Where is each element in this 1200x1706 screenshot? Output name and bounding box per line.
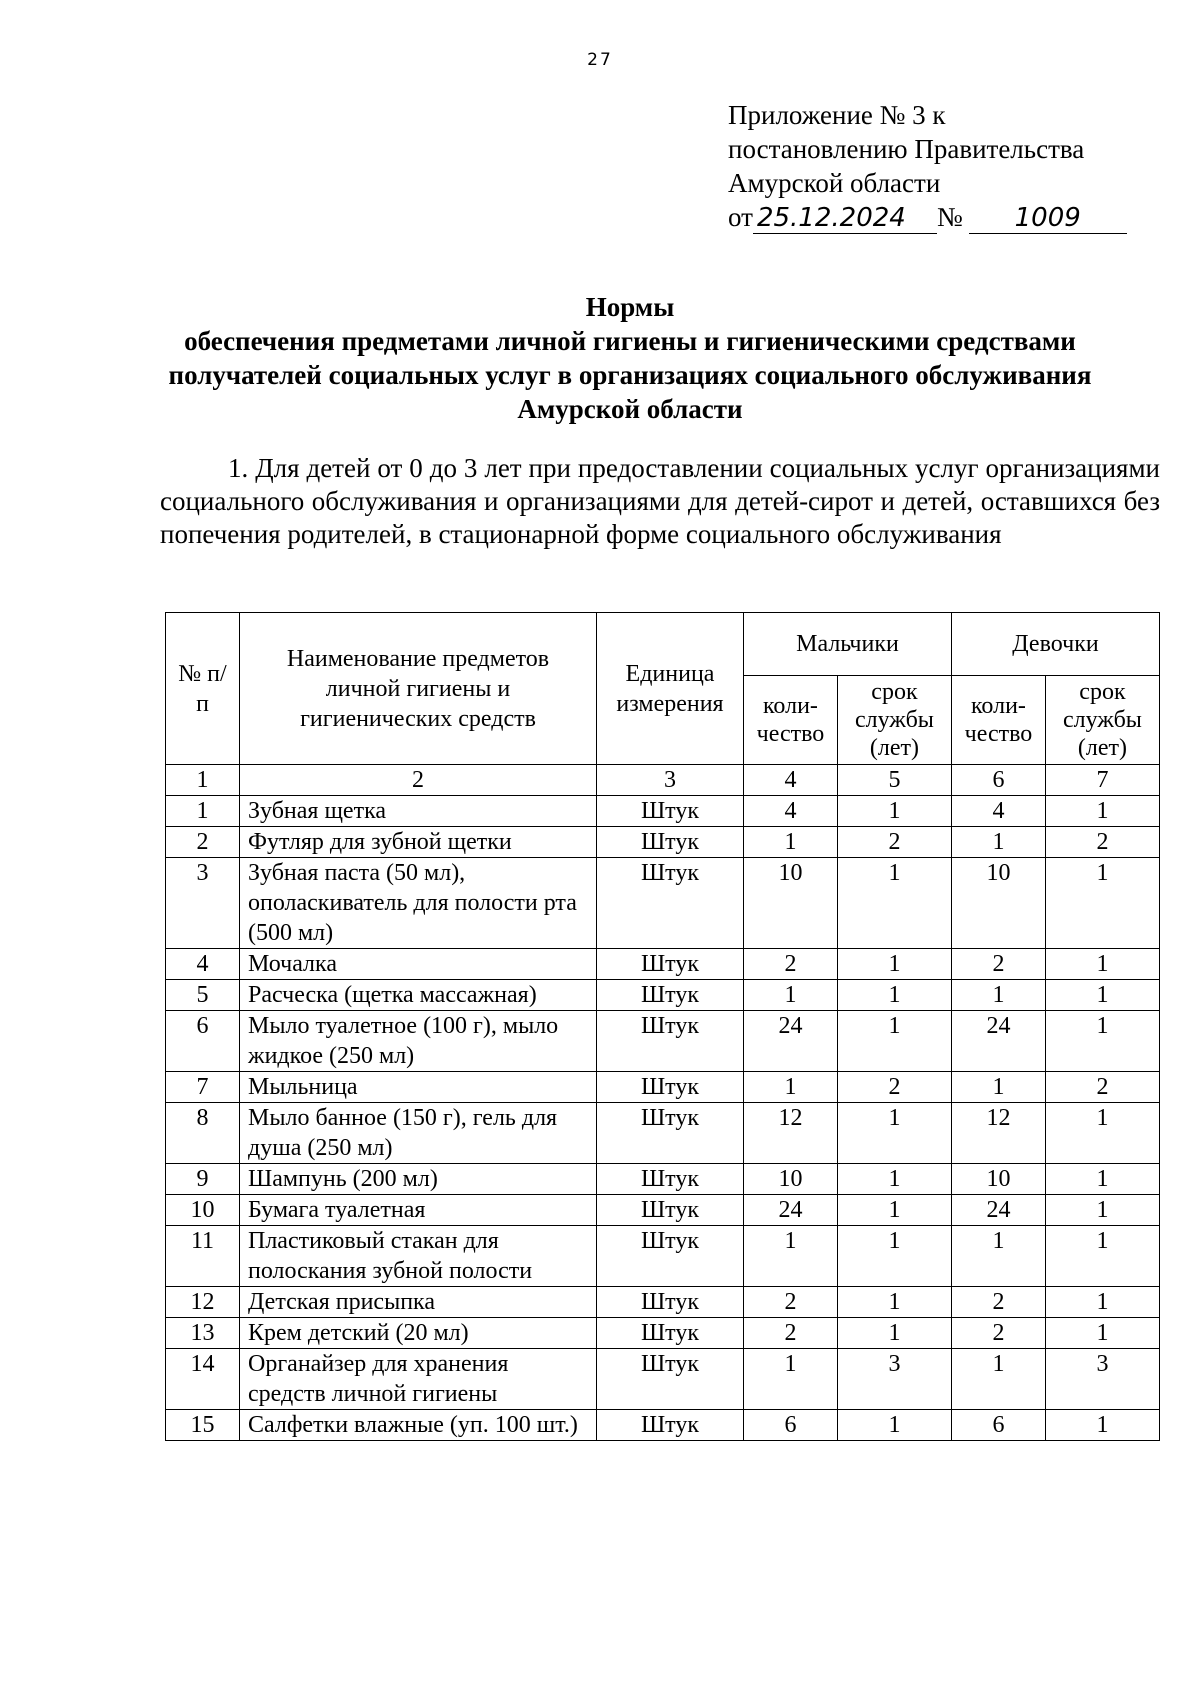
boys-term: 1	[837, 1164, 951, 1195]
item-name: Мочалка	[240, 949, 597, 980]
girls-quantity: 10	[951, 1164, 1045, 1195]
girls-term: 1	[1045, 858, 1159, 949]
boys-term: 1	[837, 980, 951, 1011]
row-number: 9	[166, 1164, 240, 1195]
girls-quantity: 1	[951, 1072, 1045, 1103]
boys-quantity: 2	[744, 1287, 838, 1318]
boys-term: 3	[837, 1349, 951, 1410]
girls-quantity: 1	[951, 980, 1045, 1011]
item-name: Мыльница	[240, 1072, 597, 1103]
appendix-block	[728, 98, 1168, 234]
girls-quantity: 1	[951, 827, 1045, 858]
index-cell: 2	[240, 765, 597, 796]
girls-term: 1	[1045, 796, 1159, 827]
title-line-4: Амурской области	[517, 394, 743, 424]
row-number: 6	[166, 1011, 240, 1072]
girls-quantity: 1	[951, 1349, 1045, 1410]
table-row	[166, 1226, 1160, 1287]
item-name: Шампунь (200 мл)	[240, 1164, 597, 1195]
item-unit: Штук	[597, 1072, 744, 1103]
table-row	[166, 1195, 1160, 1226]
index-cell: 5	[837, 765, 951, 796]
appendix-line-3: Амурской области	[728, 168, 941, 198]
girls-term: 1	[1045, 980, 1159, 1011]
row-number: 15	[166, 1410, 240, 1441]
title-line-3: получателей социальных услуг в организациях социального обслуживания	[168, 360, 1092, 390]
item-unit: Штук	[597, 796, 744, 827]
girls-term: 1	[1045, 1195, 1159, 1226]
girls-quantity: 12	[951, 1103, 1045, 1164]
boys-term: 1	[837, 1195, 951, 1226]
item-name: Расческа (щетка массажная)	[240, 980, 597, 1011]
girls-quantity: 6	[951, 1410, 1045, 1441]
item-name: Мыло банное (150 г), гель для душа (250 мл)	[240, 1103, 597, 1164]
norms-table	[165, 612, 1160, 1441]
column-index-row	[166, 765, 1160, 796]
boys-quantity: 24	[744, 1011, 838, 1072]
girls-term: 3	[1045, 1349, 1159, 1410]
row-number: 7	[166, 1072, 240, 1103]
item-name: Бумага туалетная	[240, 1195, 597, 1226]
item-unit: Штук	[597, 1287, 744, 1318]
table-row	[166, 1349, 1160, 1410]
boys-quantity: 2	[744, 949, 838, 980]
girls-term: 2	[1045, 827, 1159, 858]
appendix-date-line	[728, 200, 1168, 234]
boys-quantity: 1	[744, 1349, 838, 1410]
index-cell: 6	[951, 765, 1045, 796]
girls-quantity: 1	[951, 1226, 1045, 1287]
boys-term: 2	[837, 827, 951, 858]
girls-term: 1	[1045, 1318, 1159, 1349]
boys-quantity: 6	[744, 1410, 838, 1441]
row-number: 1	[166, 796, 240, 827]
girls-quantity: 2	[951, 949, 1045, 980]
header-unit: Единица измерения	[597, 613, 744, 765]
boys-term: 1	[837, 949, 951, 980]
item-unit: Штук	[597, 827, 744, 858]
boys-term: 1	[837, 1226, 951, 1287]
table-row	[166, 796, 1160, 827]
row-number: 13	[166, 1318, 240, 1349]
row-number: 10	[166, 1195, 240, 1226]
item-unit: Штук	[597, 1349, 744, 1410]
girls-term: 2	[1045, 1072, 1159, 1103]
item-name: Органайзер для хранения средств личной гигиены	[240, 1349, 597, 1410]
header-girls-qty: коли-чество	[951, 676, 1045, 765]
girls-quantity: 4	[951, 796, 1045, 827]
boys-quantity: 24	[744, 1195, 838, 1226]
boys-quantity: 1	[744, 1072, 838, 1103]
table-row	[166, 1410, 1160, 1441]
girls-quantity: 24	[951, 1195, 1045, 1226]
girls-quantity: 2	[951, 1318, 1045, 1349]
boys-quantity: 1	[744, 827, 838, 858]
header-num: № п/п	[166, 613, 240, 765]
table-row	[166, 1164, 1160, 1195]
girls-term: 1	[1045, 1164, 1159, 1195]
item-name: Зубная паста (50 мл), ополаскиватель для полости рта (500 мл)	[240, 858, 597, 949]
boys-term: 1	[837, 1318, 951, 1349]
item-name: Детская присыпка	[240, 1287, 597, 1318]
item-unit: Штук	[597, 980, 744, 1011]
index-cell: 4	[744, 765, 838, 796]
row-number: 5	[166, 980, 240, 1011]
page-number: 27	[587, 50, 613, 70]
handwritten-number: 1009	[969, 203, 1127, 234]
document-title	[100, 290, 1160, 426]
girls-term: 1	[1045, 1287, 1159, 1318]
appendix-line-2: постановлению Правительства	[728, 134, 1085, 164]
row-number: 2	[166, 827, 240, 858]
row-number: 14	[166, 1349, 240, 1410]
item-unit: Штук	[597, 949, 744, 980]
header-girls-term: срок службы (лет)	[1045, 676, 1159, 765]
item-unit: Штук	[597, 1195, 744, 1226]
index-cell: 7	[1045, 765, 1159, 796]
norms-table-body	[166, 765, 1160, 1441]
row-number: 3	[166, 858, 240, 949]
table-row	[166, 949, 1160, 980]
boys-quantity: 12	[744, 1103, 838, 1164]
girls-quantity: 10	[951, 858, 1045, 949]
row-number: 11	[166, 1226, 240, 1287]
table-row	[166, 1011, 1160, 1072]
girls-term: 1	[1045, 949, 1159, 980]
boys-term: 1	[837, 796, 951, 827]
title-line-1: Нормы	[585, 292, 675, 322]
boys-quantity: 10	[744, 858, 838, 949]
girls-term: 1	[1045, 1103, 1159, 1164]
item-name: Мыло туалетное (100 г), мыло жидкое (250 мл)	[240, 1011, 597, 1072]
boys-quantity: 2	[744, 1318, 838, 1349]
boys-term: 1	[837, 858, 951, 949]
row-number: 8	[166, 1103, 240, 1164]
intro-paragraph: 1. Для детей от 0 до 3 лет при предоставлении социальных услуг организациями социального обслуживания и организациями для детей-сирот и детей, оставшихся без попечения родителей, в стационарной форме социального обслуживания	[160, 453, 1160, 549]
table-row	[166, 1318, 1160, 1349]
item-name: Салфетки влажные (уп. 100 шт.)	[240, 1410, 597, 1441]
boys-term: 1	[837, 1103, 951, 1164]
header-boys: Мальчики	[744, 613, 952, 676]
header-boys-term: срок службы (лет)	[837, 676, 951, 765]
table-row	[166, 1103, 1160, 1164]
table-row	[166, 858, 1160, 949]
handwritten-date: 25.12.2024	[753, 203, 937, 234]
item-name: Пластиковый стакан для полоскания зубной полости	[240, 1226, 597, 1287]
item-unit: Штук	[597, 1103, 744, 1164]
header-girls: Девочки	[951, 613, 1159, 676]
table-row	[166, 827, 1160, 858]
header-name: Наименование предметов личной гигиены и гигиенических средств	[240, 613, 597, 765]
item-unit: Штук	[597, 858, 744, 949]
table-row	[166, 1072, 1160, 1103]
title-line-2: обеспечения предметами личной гигиены и гигиеническими средствами	[184, 326, 1076, 356]
girls-quantity: 24	[951, 1011, 1045, 1072]
row-number: 12	[166, 1287, 240, 1318]
girls-term: 1	[1045, 1226, 1159, 1287]
boys-term: 2	[837, 1072, 951, 1103]
table-row	[166, 980, 1160, 1011]
boys-quantity: 1	[744, 980, 838, 1011]
girls-quantity: 2	[951, 1287, 1045, 1318]
number-prefix: №	[936, 202, 963, 232]
item-unit: Штук	[597, 1318, 744, 1349]
item-unit: Штук	[597, 1410, 744, 1441]
girls-term: 1	[1045, 1410, 1159, 1441]
table-row	[166, 1287, 1160, 1318]
appendix-line-1: Приложение № 3 к	[728, 100, 946, 130]
item-name: Футляр для зубной щетки	[240, 827, 597, 858]
girls-term: 1	[1045, 1011, 1159, 1072]
item-unit: Штук	[597, 1226, 744, 1287]
boys-term: 1	[837, 1410, 951, 1441]
boys-term: 1	[837, 1011, 951, 1072]
boys-quantity: 10	[744, 1164, 838, 1195]
index-cell: 1	[166, 765, 240, 796]
item-unit: Штук	[597, 1164, 744, 1195]
boys-quantity: 4	[744, 796, 838, 827]
index-cell: 3	[597, 765, 744, 796]
date-prefix: от	[728, 202, 753, 232]
item-name: Крем детский (20 мл)	[240, 1318, 597, 1349]
header-boys-qty: коли-чество	[744, 676, 838, 765]
boys-quantity: 1	[744, 1226, 838, 1287]
boys-term: 1	[837, 1287, 951, 1318]
item-unit: Штук	[597, 1011, 744, 1072]
row-number: 4	[166, 949, 240, 980]
item-name: Зубная щетка	[240, 796, 597, 827]
